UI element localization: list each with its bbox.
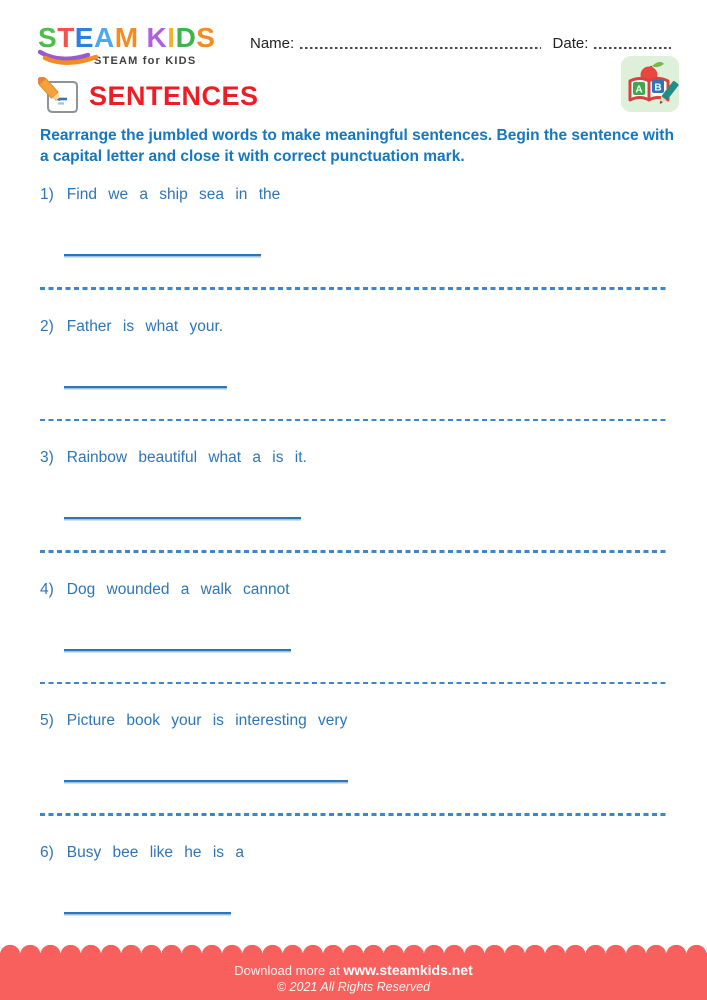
logo-letter: T [57,22,75,53]
item-jumbled-words: Find we a ship sea in the [66,186,281,203]
logo-text [38,24,250,52]
download-more-text [234,962,473,978]
logo-letter: K [146,22,168,53]
answer-write-line[interactable] [64,649,291,651]
items-list [40,186,667,914]
steamkids-logo [38,24,250,67]
item-number: 5) [40,712,54,730]
separator-dashed-line [40,813,667,816]
copyright-text: © 2021 All Rights Reserved [276,979,431,994]
date-field [553,36,671,51]
jumbled-sentence [40,318,667,336]
abc-book-icon [621,56,679,112]
logo-letter: D [175,22,197,53]
jumbled-sentence [40,712,667,730]
logo-letter: E [74,22,94,53]
logo-tagline: STEAM for KIDS [94,55,197,67]
name-date-fields [250,36,671,51]
item-number: 3) [40,449,54,467]
jumbled-sentence [40,581,667,599]
name-field [250,36,541,51]
logo-letter: I [167,22,176,53]
date-input-line[interactable] [594,47,671,49]
separator-dashed-line [40,419,667,422]
separator-dashed-line [40,287,667,290]
item-jumbled-words: Father is what your. [66,317,224,335]
header [0,0,707,67]
footer-body [0,955,707,1000]
question-item [40,844,667,914]
jumbled-sentence [40,844,667,862]
answer-write-line[interactable] [64,780,348,782]
logo-letter: S [196,22,216,53]
svg-text:B: B [654,82,662,94]
separator-dashed-line [40,550,667,553]
logo-swoosh-icon [38,49,100,67]
jumbled-sentence [40,186,667,204]
item-jumbled-words: Dog wounded a walk cannot [66,580,290,598]
page-title: SENTENCES [89,80,259,111]
logo-letter: M [114,22,139,53]
footer [0,944,707,1000]
download-prefix: Download more at [234,962,340,978]
item-number: 4) [40,580,54,598]
question-item [40,449,667,553]
question-item [40,318,667,422]
answer-write-line[interactable] [64,517,301,519]
logo-letter: S [38,22,58,53]
item-number: 1) [40,186,54,203]
jumbled-sentence [40,449,667,467]
scallop-edge [0,944,707,955]
answer-write-line[interactable] [64,254,261,256]
logo-letter: A [93,22,115,53]
pencil-paper-icon [38,77,82,115]
item-jumbled-words: Busy bee like he is a [66,843,244,861]
instructions: Rearrange the jumbled words to make meaningful sentences. Begin the sentence with a capital letter and close it with correct punctuation mark. [40,127,674,165]
item-number: 6) [40,843,54,861]
name-label: Name: [250,35,295,52]
separator-dashed-line [40,682,667,685]
question-item [40,581,667,685]
answer-write-line[interactable] [64,912,231,914]
answer-write-line[interactable] [64,386,227,388]
name-input-line[interactable] [300,47,540,49]
svg-text:A: A [635,84,643,96]
item-number: 2) [40,317,54,335]
website-link[interactable]: www.steamkids.net [343,961,473,978]
title-row [38,77,669,115]
item-jumbled-words: Picture book your is interesting very [66,712,348,730]
question-item [40,712,667,816]
question-item [40,186,667,290]
date-label: Date: [552,35,589,52]
item-jumbled-words: Rainbow beautiful what a is it. [66,449,307,467]
